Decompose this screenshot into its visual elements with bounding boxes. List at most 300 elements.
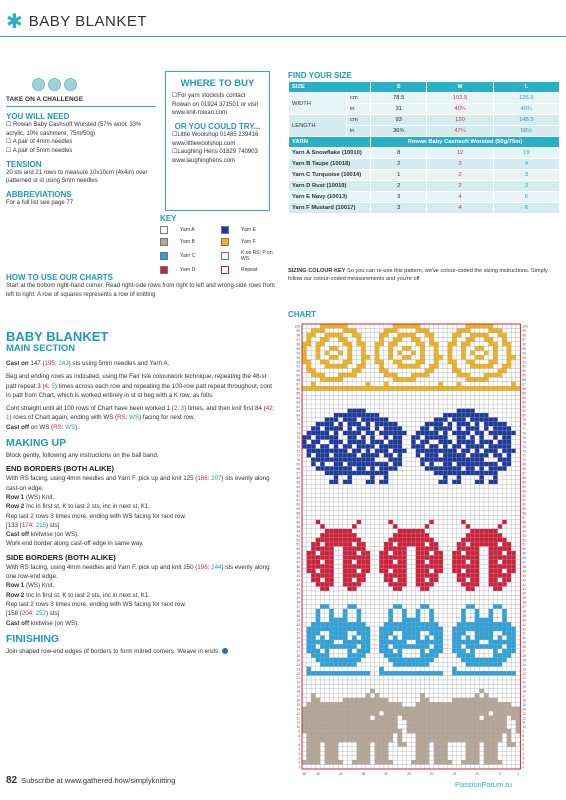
chart-stitch xyxy=(366,644,371,648)
chart-stitch xyxy=(498,725,503,729)
chart-stitch xyxy=(370,756,375,760)
chart-stitch xyxy=(379,613,384,617)
chart-stitch xyxy=(325,573,330,577)
chart-stitch xyxy=(407,551,412,555)
chart-stitch xyxy=(379,409,384,413)
chart-stitch xyxy=(489,618,494,622)
chart-stitch xyxy=(425,684,430,688)
chart-stitch xyxy=(393,564,398,568)
chart-stitch xyxy=(402,738,407,742)
chart-stitch xyxy=(407,542,412,546)
chart-stitch xyxy=(425,587,430,591)
chart-stitch xyxy=(489,395,494,399)
chart-stitch xyxy=(352,373,357,377)
chart-stitch xyxy=(461,435,466,439)
chart-stitch xyxy=(470,547,475,551)
chart-stitch xyxy=(461,324,466,328)
chart-stitch xyxy=(439,716,444,720)
chart-stitch xyxy=(393,431,398,435)
chart-stitch xyxy=(420,471,425,475)
chart-stitch xyxy=(398,342,403,346)
chart-stitch xyxy=(343,595,348,599)
chart-stitch xyxy=(475,422,480,426)
chart-stitch xyxy=(311,435,316,439)
chart-stitch xyxy=(429,480,434,484)
chart-stitch xyxy=(466,765,471,769)
chart-stitch xyxy=(361,480,366,484)
chart-stitch xyxy=(439,738,444,742)
chart-stitch xyxy=(489,640,494,644)
chart-stitch xyxy=(302,760,307,764)
chart-stitch xyxy=(302,369,307,373)
chart-stitch xyxy=(388,364,393,368)
chart-stitch xyxy=(320,395,325,399)
chart-stitch xyxy=(498,364,503,368)
chart-stitch xyxy=(507,337,512,341)
chart-stitch xyxy=(357,502,362,506)
chart-stitch xyxy=(411,515,416,519)
chart-stitch xyxy=(407,538,412,542)
chart-stitch xyxy=(334,609,339,613)
chart-stitch xyxy=(484,444,489,448)
chart-stitch xyxy=(507,689,512,693)
chart-stitch xyxy=(384,382,389,386)
chart-stitch xyxy=(370,716,375,720)
chart-stitch xyxy=(343,493,348,497)
chart-stitch xyxy=(302,355,307,359)
chart-stitch xyxy=(379,733,384,737)
chart-stitch xyxy=(434,373,439,377)
chart-stitch xyxy=(329,458,334,462)
chart-stitch xyxy=(366,524,371,528)
chart-stitch xyxy=(434,671,439,675)
chart-stitch xyxy=(416,529,421,533)
chart-stitch xyxy=(393,671,398,675)
chart-stitch xyxy=(452,587,457,591)
chart-stitch xyxy=(498,333,503,337)
row-label: 98 xyxy=(522,333,526,338)
chart-stitch xyxy=(329,328,334,332)
chart-stitch xyxy=(338,529,343,533)
chart-stitch xyxy=(434,591,439,595)
chart-stitch xyxy=(388,747,393,751)
chart-stitch xyxy=(443,600,448,604)
shop-item: ☐Little Woolshop 01485 239416 www.littlewoolshop.com xyxy=(172,132,259,147)
chart-stitch xyxy=(329,564,334,568)
chart-stitch xyxy=(366,426,371,430)
chart-stitch xyxy=(402,725,407,729)
chart-stitch xyxy=(493,711,498,715)
chart-stitch xyxy=(425,733,430,737)
table-cell: in xyxy=(347,126,371,137)
chart-stitch xyxy=(461,515,466,519)
chart-stitch xyxy=(343,360,348,364)
chart-stitch xyxy=(466,342,471,346)
chart-stitch xyxy=(338,716,343,720)
chart-stitch xyxy=(475,716,480,720)
key-item xyxy=(160,238,221,246)
chart-stitch xyxy=(357,716,362,720)
chart-stitch xyxy=(384,346,389,350)
key-label: Yarn B xyxy=(180,239,195,245)
chart-stitch xyxy=(375,515,380,519)
chart-stitch xyxy=(366,449,371,453)
chart-stitch xyxy=(507,649,512,653)
chart-stitch xyxy=(411,377,416,381)
chart-stitch xyxy=(416,471,421,475)
chart-stitch xyxy=(479,564,484,568)
chart-stitch xyxy=(325,751,330,755)
chart-stitch xyxy=(420,431,425,435)
chart-stitch xyxy=(316,618,321,622)
chart-stitch xyxy=(507,346,512,350)
chart-stitch xyxy=(370,351,375,355)
chart-stitch xyxy=(489,555,494,559)
chart-stitch xyxy=(461,493,466,497)
chart-stitch xyxy=(398,422,403,426)
chart-stitch xyxy=(366,364,371,368)
row-label: 99 xyxy=(522,329,526,334)
chart-stitch xyxy=(425,747,430,751)
chart-stitch xyxy=(361,653,366,657)
chart-stitch xyxy=(316,564,321,568)
chart-stitch xyxy=(348,747,353,751)
chart-stitch xyxy=(407,604,412,608)
chart-stitch xyxy=(398,716,403,720)
chart-stitch xyxy=(439,631,444,635)
chart-stitch xyxy=(320,511,325,515)
chart-stitch xyxy=(411,676,416,680)
chart-stitch xyxy=(443,622,448,626)
chart-stitch xyxy=(375,702,380,706)
chart-stitch xyxy=(439,520,444,524)
chart-stitch xyxy=(388,742,393,746)
chart-stitch xyxy=(320,600,325,604)
chart-stitch xyxy=(407,413,412,417)
chart-stitch xyxy=(361,676,366,680)
chart-stitch xyxy=(338,729,343,733)
chart-stitch xyxy=(379,747,384,751)
chart-stitch xyxy=(320,738,325,742)
chart-stitch xyxy=(479,684,484,688)
chart-stitch xyxy=(411,453,416,457)
chart-stitch xyxy=(470,498,475,502)
chart-stitch xyxy=(466,600,471,604)
chart-stitch xyxy=(429,466,434,470)
chart-stitch xyxy=(357,529,362,533)
chart-stitch xyxy=(511,720,516,724)
chart-stitch xyxy=(498,560,503,564)
chart-stitch xyxy=(470,462,475,466)
chart-stitch xyxy=(416,644,421,648)
chart-stitch xyxy=(502,489,507,493)
chart-stitch xyxy=(511,466,516,470)
chart-stitch xyxy=(343,346,348,350)
chart-stitch xyxy=(448,400,453,404)
chart-stitch xyxy=(434,547,439,551)
chart-stitch xyxy=(448,409,453,413)
chart-stitch xyxy=(507,653,512,657)
chart-stitch xyxy=(370,765,375,769)
chart-stitch xyxy=(388,716,393,720)
chart-stitch xyxy=(411,720,416,724)
chart-stitch xyxy=(502,511,507,515)
chart-stitch xyxy=(479,413,484,417)
chart-stitch xyxy=(379,444,384,448)
chart-stitch xyxy=(407,493,412,497)
chart-stitch xyxy=(411,422,416,426)
chart-stitch xyxy=(425,653,430,657)
chart-stitch xyxy=(479,644,484,648)
chart-stitch xyxy=(461,337,466,341)
chart-stitch xyxy=(429,725,434,729)
chart-stitch xyxy=(384,555,389,559)
chart-stitch xyxy=(325,720,330,724)
chart-stitch xyxy=(452,538,457,542)
chart-stitch xyxy=(448,506,453,510)
chart-stitch xyxy=(384,604,389,608)
chart-stitch xyxy=(320,355,325,359)
chart-stitch xyxy=(325,529,330,533)
chart-stitch xyxy=(498,351,503,355)
chart-stitch xyxy=(511,360,516,364)
chart-stitch xyxy=(375,564,380,568)
chart-stitch xyxy=(443,578,448,582)
chart-stitch xyxy=(384,595,389,599)
chart-stitch xyxy=(325,489,330,493)
chart-stitch xyxy=(416,462,421,466)
chart-stitch xyxy=(475,413,480,417)
chart-stitch xyxy=(343,551,348,555)
row-label: 98 xyxy=(296,333,300,338)
end-borders-text: With RS facing, using 4mm needles and Yarn F, pick up and knit 125 (166: 207) sts evenly along cast-on edge. Row 1 (WS) Knit. Row 2 Inc in first st, K to last 2 sts, inc in next st, K1. Rep last 2 rows 3 times more, ending with WS facing for next row. [133 (174: 215) sts] Cast off knitwise (on WS). Work end border along cast-off edge in same way. xyxy=(6,475,270,548)
chart-stitch xyxy=(384,364,389,368)
chart-stitch xyxy=(470,506,475,510)
chart-stitch xyxy=(407,702,412,706)
chart-stitch xyxy=(502,502,507,506)
chart-stitch xyxy=(398,386,403,390)
chart-stitch xyxy=(316,587,321,591)
chart-stitch xyxy=(384,426,389,430)
chart-stitch xyxy=(507,756,512,760)
chart-stitch xyxy=(375,538,380,542)
chart-stitch xyxy=(507,658,512,662)
chart-stitch xyxy=(443,391,448,395)
chart-stitch xyxy=(352,386,357,390)
chart-stitch xyxy=(420,458,425,462)
chart-stitch xyxy=(348,662,353,666)
chart-stitch xyxy=(470,693,475,697)
chart-stitch xyxy=(466,458,471,462)
chart-stitch xyxy=(443,498,448,502)
chart-stitch xyxy=(357,689,362,693)
chart-stitch xyxy=(361,493,366,497)
chart-stitch xyxy=(352,511,357,515)
chart-stitch xyxy=(311,480,316,484)
chart-stitch xyxy=(329,391,334,395)
chart-stitch xyxy=(484,613,489,617)
chart-stitch xyxy=(334,413,339,417)
chart-stitch xyxy=(402,587,407,591)
chart-stitch xyxy=(484,636,489,640)
chart-stitch xyxy=(357,417,362,421)
chart-stitch xyxy=(334,702,339,706)
chart-stitch xyxy=(329,649,334,653)
chart-stitch xyxy=(452,636,457,640)
chart-stitch xyxy=(316,395,321,399)
where-to-buy-box xyxy=(165,71,270,211)
chart-stitch xyxy=(384,693,389,697)
chart-stitch xyxy=(420,493,425,497)
chart-stitch xyxy=(411,698,416,702)
chart-stitch xyxy=(402,733,407,737)
chart-stitch xyxy=(439,466,444,470)
chart-stitch xyxy=(316,542,321,546)
chart-stitch xyxy=(489,720,494,724)
chart-stitch xyxy=(393,765,398,769)
chart-stitch xyxy=(457,409,462,413)
chart-stitch xyxy=(502,551,507,555)
chart-stitch xyxy=(461,671,466,675)
chart-stitch xyxy=(416,524,421,528)
chart-stitch xyxy=(334,742,339,746)
chart-stitch xyxy=(329,631,334,635)
chart-stitch xyxy=(475,391,480,395)
chart-stitch xyxy=(443,627,448,631)
chart-stitch xyxy=(434,604,439,608)
chart-stitch xyxy=(343,506,348,510)
chart-stitch xyxy=(320,346,325,350)
chart-stitch xyxy=(366,555,371,559)
chart-stitch xyxy=(452,693,457,697)
chart-stitch xyxy=(379,515,384,519)
chart-stitch xyxy=(457,742,462,746)
chart-stitch xyxy=(511,426,516,430)
chart-stitch xyxy=(489,328,494,332)
chart-stitch xyxy=(475,582,480,586)
chart-stitch xyxy=(461,502,466,506)
chart-stitch xyxy=(379,449,384,453)
chart-stitch xyxy=(388,733,393,737)
chart-stitch xyxy=(502,604,507,608)
chart-stitch xyxy=(457,738,462,742)
chart-stitch xyxy=(343,511,348,515)
chart-stitch xyxy=(420,547,425,551)
chart-stitch xyxy=(475,751,480,755)
chart-stitch xyxy=(443,693,448,697)
chart-stitch xyxy=(338,324,343,328)
chart-stitch xyxy=(325,658,330,662)
table-cell: Yarn D Rust (10019) xyxy=(289,181,371,192)
chart-stitch xyxy=(375,360,380,364)
chart-stitch xyxy=(320,417,325,421)
chart-stitch xyxy=(407,533,412,537)
chart-stitch xyxy=(511,716,516,720)
chart-stitch xyxy=(311,364,316,368)
chart-stitch xyxy=(411,716,416,720)
chart-stitch xyxy=(502,458,507,462)
chart-stitch xyxy=(393,489,398,493)
chart-stitch xyxy=(448,538,453,542)
chart-stitch xyxy=(411,560,416,564)
chart-stitch xyxy=(329,747,334,751)
chart-stitch xyxy=(448,662,453,666)
chart-stitch xyxy=(316,360,321,364)
chart-stitch xyxy=(366,493,371,497)
chart-stitch xyxy=(325,444,330,448)
chart-stitch xyxy=(498,417,503,421)
chart-stitch xyxy=(475,698,480,702)
chart-stitch xyxy=(307,417,312,421)
chart-stitch xyxy=(379,636,384,640)
chart-stitch xyxy=(461,653,466,657)
chart-stitch xyxy=(416,733,421,737)
chart-stitch xyxy=(439,765,444,769)
chart-stitch xyxy=(361,395,366,399)
chart-stitch xyxy=(329,422,334,426)
chart-stitch xyxy=(348,684,353,688)
chart-stitch xyxy=(379,542,384,546)
chart-stitch xyxy=(470,369,475,373)
chart-stitch xyxy=(302,328,307,332)
chart-stitch xyxy=(470,440,475,444)
chart-stitch xyxy=(311,720,316,724)
chart-stitch xyxy=(334,720,339,724)
chart-stitch xyxy=(370,622,375,626)
chart-stitch xyxy=(425,480,430,484)
chart-stitch xyxy=(329,431,334,435)
chart-stitch xyxy=(320,751,325,755)
chart-stitch xyxy=(429,680,434,684)
chart-stitch xyxy=(316,671,321,675)
chart-stitch xyxy=(502,600,507,604)
side-borders-heading: SIDE BORDERS (BOTH ALIKE) xyxy=(6,552,116,562)
chart-stitch xyxy=(393,449,398,453)
chart-stitch xyxy=(443,751,448,755)
chart-stitch xyxy=(325,765,330,769)
chart-stitch xyxy=(448,720,453,724)
chart-stitch xyxy=(511,458,516,462)
chart-stitch xyxy=(398,627,403,631)
chart-stitch xyxy=(511,627,516,631)
chart-stitch xyxy=(302,386,307,390)
chart-stitch xyxy=(448,498,453,502)
chart-stitch xyxy=(388,515,393,519)
chart-stitch xyxy=(470,573,475,577)
chart-stitch xyxy=(343,547,348,551)
chart-stitch xyxy=(370,538,375,542)
chart-stitch xyxy=(457,328,462,332)
chart-stitch xyxy=(388,422,393,426)
chart-stitch xyxy=(338,435,343,439)
chart-stitch xyxy=(352,604,357,608)
chart-stitch xyxy=(370,391,375,395)
chart-stitch xyxy=(329,725,334,729)
chart-stitch xyxy=(334,560,339,564)
chart-stitch xyxy=(448,333,453,337)
chart-stitch xyxy=(316,729,321,733)
chart-stitch xyxy=(511,377,516,381)
chart-stitch xyxy=(393,346,398,350)
chart-stitch xyxy=(429,533,434,537)
chart-stitch xyxy=(443,524,448,528)
chart-stitch xyxy=(429,475,434,479)
chart-stitch xyxy=(307,555,312,559)
chart-stitch xyxy=(448,355,453,359)
chart-stitch xyxy=(475,404,480,408)
chart-stitch xyxy=(470,458,475,462)
chart-stitch xyxy=(370,524,375,528)
